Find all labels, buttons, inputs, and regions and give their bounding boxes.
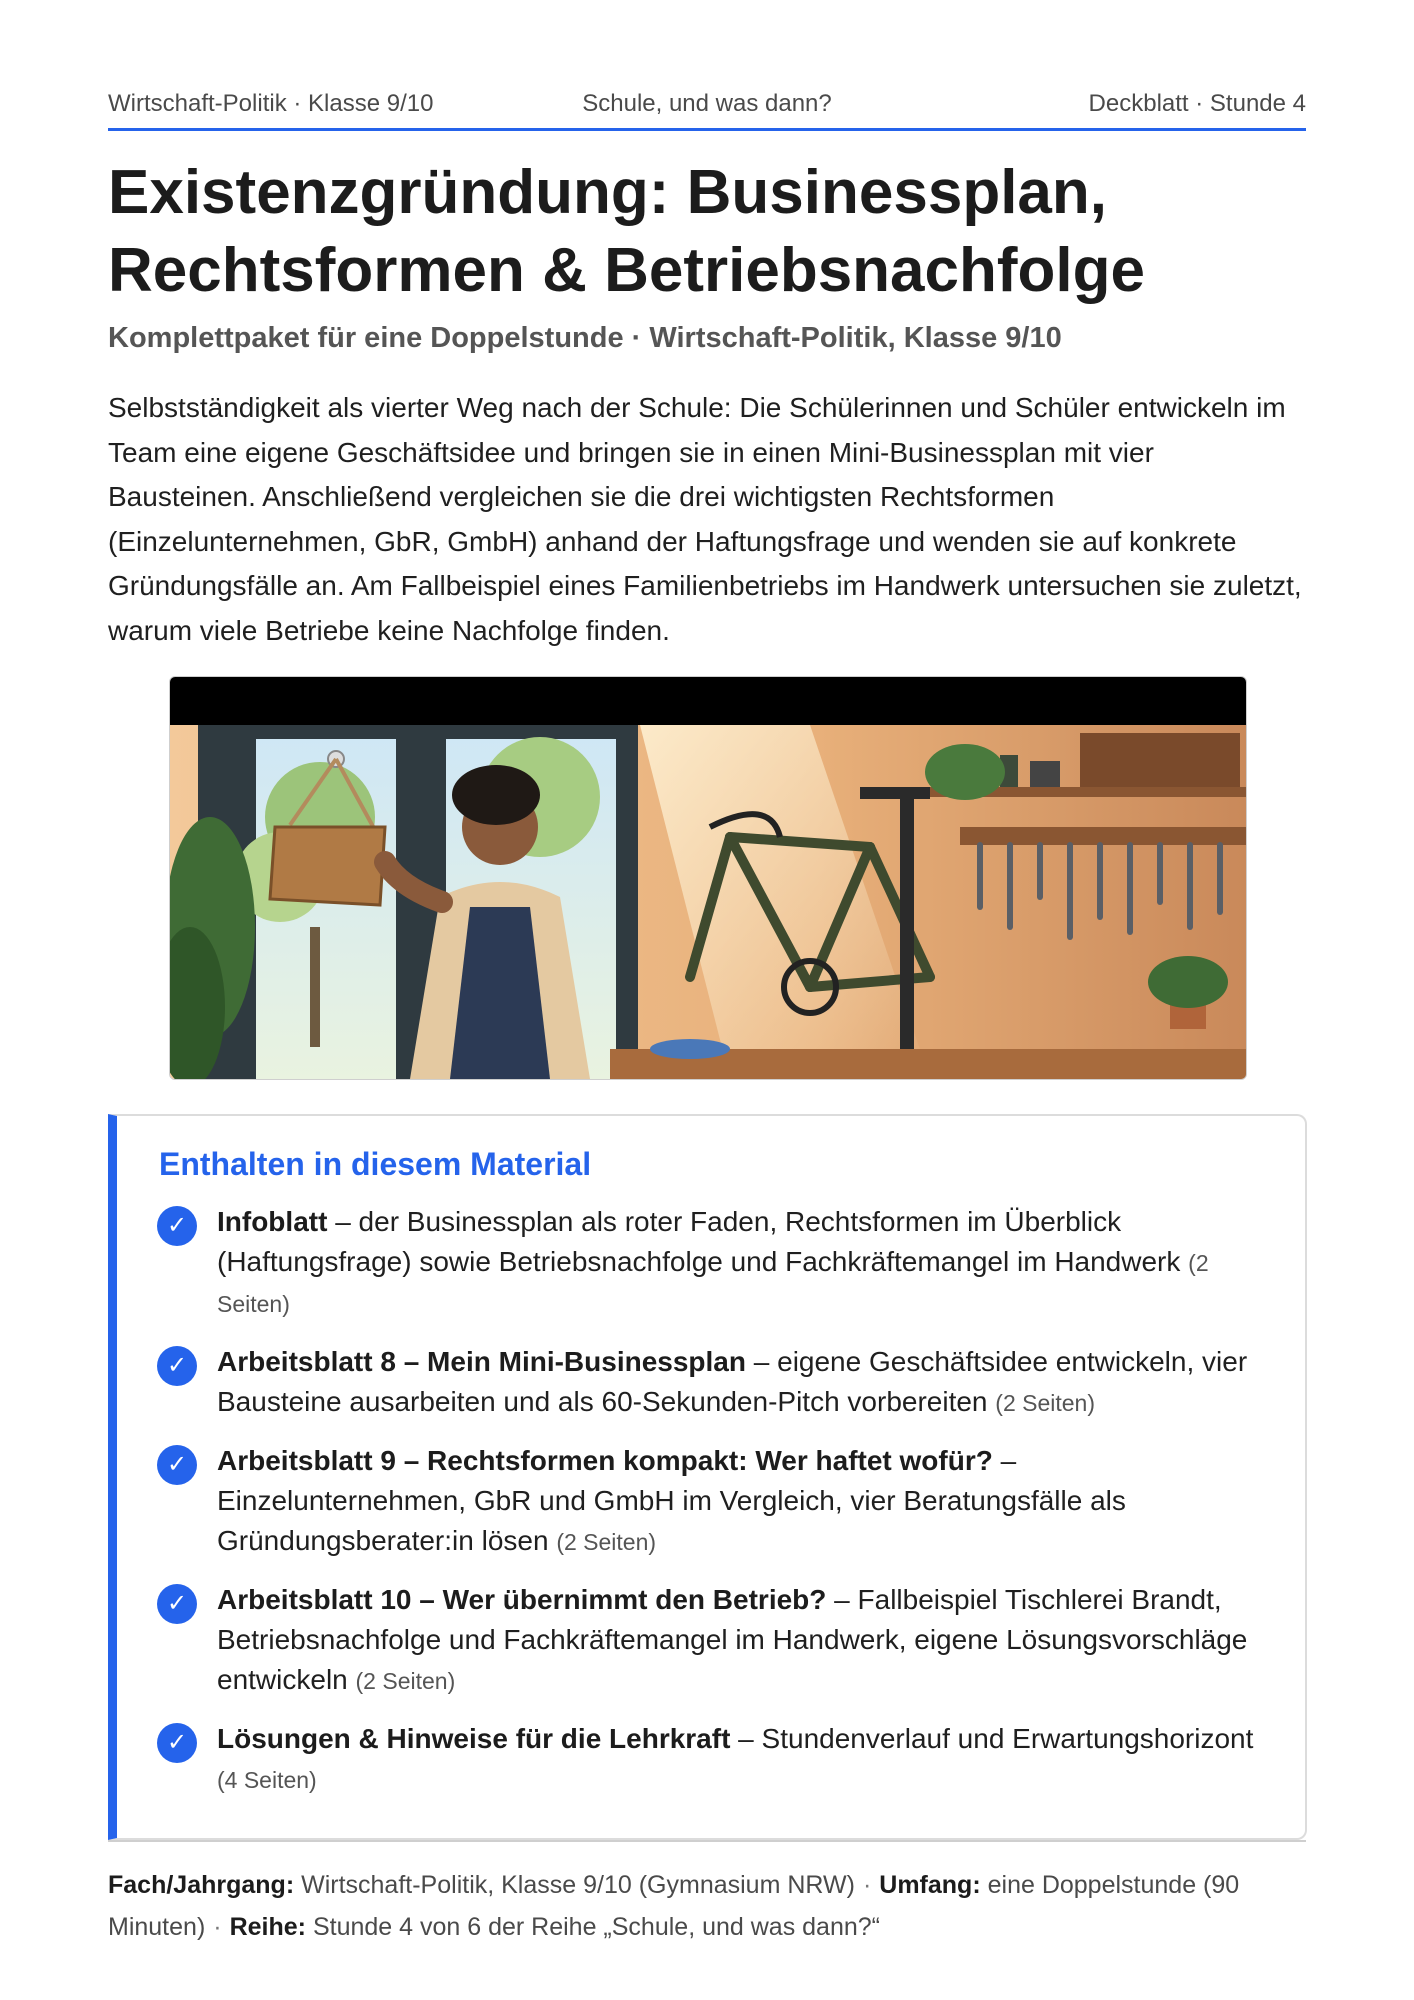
subject-value: Wirtschaft-Politik, Klasse 9/10 (Gymnasium NRW) (301, 1871, 855, 1899)
title-line-1: Existenzgründung: Businessplan, (108, 158, 1107, 227)
bike-workshop-illustration (170, 677, 1246, 1079)
title-line-2: Rechtsformen & Betriebsnachfolge (108, 236, 1145, 305)
series-label: Reihe: (229, 1913, 306, 1941)
checkmark-circle-icon: ✓ (157, 1445, 197, 1485)
item-title: Arbeitsblatt 9 – Rechtsformen kompakt: Wer haftet wofür? (217, 1445, 993, 1476)
header-series: Schule, und was dann? (582, 90, 832, 117)
item-title: Arbeitsblatt 8 – Mein Mini-Businessplan (217, 1346, 746, 1377)
list-item (157, 1202, 1267, 1324)
material-heading: Enthalten in diesem Material (159, 1146, 592, 1182)
list-item (157, 1719, 1267, 1800)
item-description: – Stundenverlauf und Erwartungshorizont (730, 1723, 1254, 1754)
cover-illustration (169, 676, 1247, 1080)
page-subtitle: Komplettpaket für eine Doppelstunde · Wirtschaft-Politik, Klasse 9/10 (108, 322, 1062, 354)
checkmark-circle-icon: ✓ (157, 1723, 197, 1763)
series-value: Stunde 4 von 6 der Reihe „Schule, und was dann?“ (312, 1913, 880, 1941)
item-title: Arbeitsblatt 10 – Wer übernimmt den Betrieb? (217, 1584, 827, 1615)
page-title (108, 154, 1306, 310)
separator: · (862, 1871, 872, 1899)
checkmark-circle-icon: ✓ (157, 1346, 197, 1386)
list-item (157, 1441, 1267, 1562)
checkmark-circle-icon: ✓ (157, 1584, 197, 1624)
item-page-count: (2 Seiten) (355, 1668, 456, 1694)
material-list (157, 1202, 1267, 1800)
list-item (157, 1342, 1267, 1423)
subject-label: Fach/Jahrgang: (108, 1871, 295, 1899)
item-page-count: (4 Seiten) (217, 1767, 317, 1793)
scope-value: eine Doppelstunde (90 Minuten) (108, 1871, 1240, 1941)
item-description: – Einzelunternehmen, GbR und GmbH im Vergleich, vier Beratungsfälle als Gründungsberater:in lösen (217, 1445, 1126, 1556)
checkmark-circle-icon: ✓ (157, 1206, 197, 1246)
list-item (157, 1580, 1267, 1701)
scope-label: Umfang: (879, 1871, 981, 1899)
separator: · (213, 1913, 222, 1941)
item-description: – Fallbeispiel Tischlerei Brandt, Betriebsnachfolge und Fachkräftemangel im Handwerk, eigene Lösungsvorschläge entwickeln (217, 1584, 1248, 1695)
header-subject: Wirtschaft-Politik · Klasse 9/10 (108, 90, 434, 117)
material-contents-box (108, 1114, 1307, 1840)
item-page-count: (2 Seiten) (217, 1250, 1209, 1317)
item-description: – eigene Geschäftsidee entwickeln, vier Bausteine ausarbeiten und als 60-Sekunden-Pitch vorbereiten (217, 1346, 1248, 1417)
intro-paragraph: Selbstständigkeit als vierter Weg nach der Schule: Die Schülerinnen und Schüler entwickeln im Team eine eigene Geschäftsidee und bringen sie in einen Mini-Businessplan mit vier Bausteinen. Anschließend vergleichen sie die drei wichtigsten Rechtsformen (Einzelunternehmen, GbR, GmbH) anhand der Haftungsfrage und wenden sie auf konkrete Gründungsfälle an. Am Fallbeispiel eines Familienbetriebs im Handwerk untersuchen sie zuletzt, warum viele Betriebe keine Nachfolge finden. (108, 392, 1302, 646)
item-title: Infoblatt (217, 1206, 328, 1237)
item-description: – der Businessplan als roter Faden, Rechtsformen im Überblick (Haftungsfrage) sowie Betriebsnachfolge und Fachkräftemangel im Handwerk (217, 1206, 1189, 1277)
meta-footer (108, 1840, 1306, 1948)
item-page-count: (2 Seiten) (995, 1390, 1096, 1416)
running-header (108, 88, 1306, 131)
item-title: Lösungen & Hinweise für die Lehrkraft (217, 1723, 731, 1754)
header-page-label: Deckblatt · Stunde 4 (1088, 90, 1306, 117)
item-page-count: (2 Seiten) (556, 1529, 657, 1555)
